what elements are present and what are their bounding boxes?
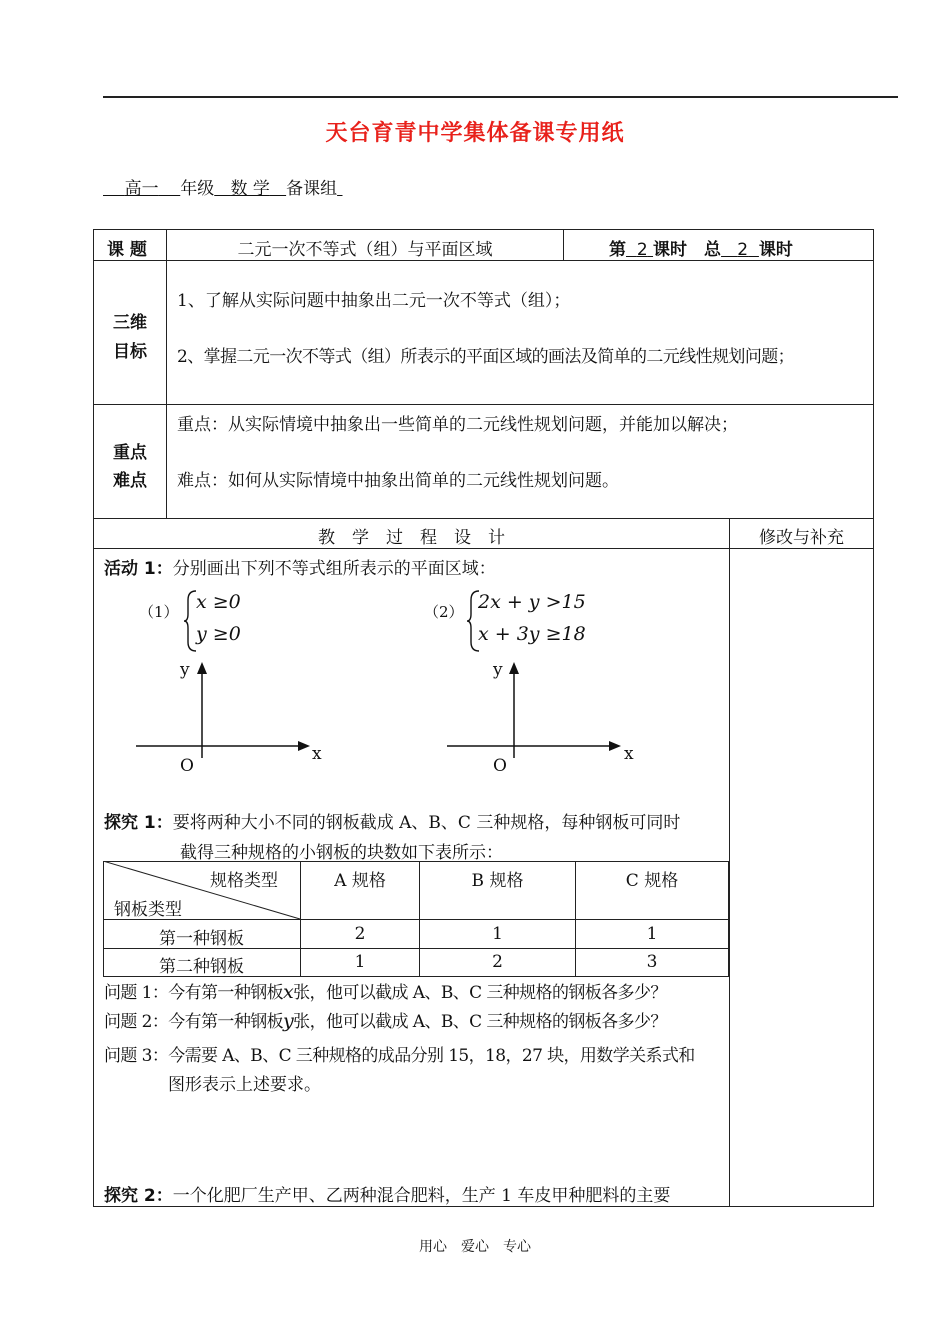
- cell-1-c: 1: [646, 924, 658, 944]
- goals-label-1: 三维: [113, 313, 147, 333]
- row-name-2: 第二种钢板: [159, 957, 244, 977]
- question-3-line1: 问题 3：今需要 A、B、C 三种规格的成品分别 15，18，27 块，用数学关系式和: [104, 1046, 695, 1066]
- axes2-origin-label: O: [493, 756, 507, 776]
- question-3-line2: 图形表示上述要求。: [168, 1075, 321, 1095]
- table-border-left: [93, 229, 94, 1206]
- difficult-point: 难点：如何从实际情境中抽象出简单的二元线性规划问题。: [177, 471, 619, 491]
- axes2-x-label: x: [624, 744, 634, 764]
- corner-plate-type: 钢板类型: [114, 900, 182, 920]
- key-point: 重点：从实际情境中抽象出一些简单的二元线性规划问题，并能加以解决；: [177, 415, 738, 435]
- goals-label-2: 目标: [113, 342, 147, 362]
- document-title: 天台育青中学集体备课专用纸: [325, 121, 625, 146]
- axes1-origin-label: O: [180, 756, 194, 776]
- cell-1-a: 2: [354, 924, 366, 944]
- coordinate-axes-1: [130, 660, 320, 760]
- row-divider-topic: [93, 260, 874, 261]
- activity1-label: 活动 1：: [104, 559, 173, 579]
- column-header-b: B 规格: [471, 871, 524, 891]
- column-header-a: A 规格: [334, 871, 386, 891]
- cell-2-b: 2: [492, 952, 503, 972]
- axes1-x-label: x: [312, 744, 322, 764]
- goal-item-1: 1、了解从实际问题中抽象出二元一次不等式（组）；: [177, 291, 571, 311]
- system2-ineq1: 2x + y >15: [478, 591, 586, 613]
- column-header-c: C 规格: [625, 871, 679, 891]
- activity1-line: [104, 554, 496, 579]
- system2-number: （2）: [424, 603, 464, 621]
- spec-table: [103, 861, 729, 977]
- table-border-bottom: [93, 1206, 874, 1207]
- explore2-line: 探究 2：一个化肥厂生产甲、乙两种混合肥料，生产 1 车皮甲种肥料的主要: [104, 1186, 671, 1206]
- lesson-topic: 二元一次不等式（组）与平面区域: [237, 240, 493, 260]
- side-column-divider: [729, 518, 730, 1206]
- period-column-divider: [563, 229, 564, 260]
- row-divider-process-header: [93, 548, 874, 549]
- grade-subject-line: [103, 174, 343, 199]
- label-column-divider: [166, 229, 167, 518]
- cell-1-b: 1: [492, 924, 503, 944]
- page-footer: 用心 爱心 专心: [419, 1239, 531, 1255]
- question-1: 问题 1：今有第一种钢板x张，他可以截成 A、B、C 三种规格的钢板各多少？: [104, 981, 667, 1003]
- corner-spec-type: 规格类型: [210, 871, 278, 891]
- question-2: 问题 2：今有第一种钢板y张，他可以截成 A、B、C 三种规格的钢板各多少？: [104, 1010, 667, 1032]
- top-rule: [103, 96, 898, 98]
- row-name-1: 第一种钢板: [159, 929, 244, 949]
- total-periods: 2: [737, 240, 749, 260]
- group-suffix: 备课组: [286, 179, 338, 199]
- row-divider-focus: [93, 518, 874, 519]
- explore1-label: 探究 1：: [104, 813, 173, 833]
- system1-ineq2: y ≥0: [196, 623, 241, 645]
- coordinate-axes-2: [441, 660, 631, 760]
- row-divider-goals: [93, 404, 874, 405]
- cell-2-c: 3: [646, 952, 658, 972]
- system1-number: （1）: [139, 603, 179, 621]
- grade-value: 高一: [124, 179, 159, 199]
- focus-label-1: 重点: [113, 443, 147, 463]
- table-border-right: [873, 229, 874, 1206]
- axes2-y-label: y: [493, 660, 503, 680]
- cell-2-a: 1: [354, 952, 366, 972]
- process-header: 教 学 过 程 设 计: [318, 528, 505, 548]
- goal-item-2: 2、掌握二元一次不等式（组）所表示的平面区域的画法及简单的二元线性规划问题；: [177, 347, 795, 367]
- table-border-top: [93, 229, 874, 230]
- explore1-line2: 截得三种规格的小钢板的块数如下表所示：: [180, 843, 503, 863]
- explore2-label: 探究 2：: [104, 1186, 173, 1206]
- grade-suffix: 年级: [180, 179, 215, 199]
- period-info: 第 2 课时 总 2 课时: [609, 240, 793, 260]
- subject-value: 数 学: [230, 179, 270, 199]
- explore1-line1: 探究 1：要将两种大小不同的钢板截成 A、B、C 三种规格，每种钢板可同时: [104, 813, 681, 833]
- focus-label-2: 难点: [113, 471, 147, 491]
- system2-ineq2: x + 3y ≥18: [478, 623, 586, 645]
- activity1-text: 分别画出下列不等式组所表示的平面区域：: [172, 559, 496, 579]
- system1-ineq1: x ≥0: [196, 591, 241, 613]
- axes1-y-label: y: [180, 660, 190, 680]
- topic-label: 课 题: [107, 240, 147, 260]
- period-number: 2: [636, 240, 648, 260]
- side-header: 修改与补充: [759, 528, 844, 548]
